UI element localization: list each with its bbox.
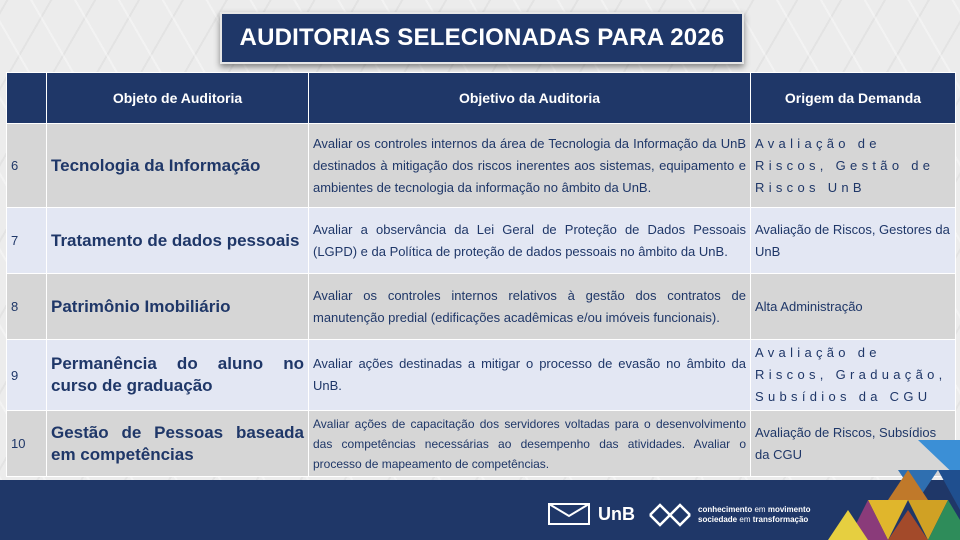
movement-tagline (698, 505, 811, 525)
header-origem: Origem da Demanda (751, 73, 956, 124)
table-header-row (7, 73, 956, 124)
tagline-word-movimento: movimento (767, 505, 811, 514)
row-objeto: Patrimônio Imobiliário (47, 274, 309, 340)
row-objetivo: Avaliar os controles internos relativos à gestão dos contratos de manutenção predial (edificações acadêmicas e/ou imóveis funcionais). (309, 274, 751, 340)
row-number: 8 (7, 274, 47, 340)
tagline-word-transformacao: transformação (752, 515, 809, 524)
table-row (7, 208, 956, 274)
audit-table (6, 72, 956, 477)
row-objeto: Tratamento de dados pessoais (47, 208, 309, 274)
row-objetivo: Avaliar os controles internos da área de Tecnologia da Informação da UnB destinados à mitigação dos riscos inerentes aos sistemas, equipamento e ambientes de tecnologia da informação no âmbito da UnB. (309, 124, 751, 208)
tagline-word-conhecimento: conhecimento (698, 505, 753, 514)
row-origem: Alta Administração (751, 274, 956, 340)
movement-wave-icon (648, 500, 692, 530)
unb-logo (548, 502, 635, 526)
row-objetivo: Avaliar a observância da Lei Geral de Proteção de Dados Pessoais (LGPD) e da Política de proteção de dados pessoais no âmbito da UnB. (309, 208, 751, 274)
row-number: 10 (7, 411, 47, 477)
table-row (7, 274, 956, 340)
movement-logo (648, 500, 811, 530)
row-origem-text: Avaliação de Riscos, Gestão de Riscos UnB (755, 135, 935, 195)
row-origem: Avaliação de Riscos, Gestores da UnB (751, 208, 956, 274)
row-origem: Avaliação de Riscos, Subsídios da CGU (751, 411, 956, 477)
unb-envelope-icon (548, 502, 590, 526)
tagline-em-1: em (754, 505, 766, 514)
row-objeto: Gestão de Pessoas baseada em competências (47, 411, 309, 477)
table-row (7, 124, 956, 208)
header-objeto: Objeto de Auditoria (47, 73, 309, 124)
decorative-triangles (808, 440, 960, 540)
row-origem: Avaliação de Riscos, Graduação, Subsídios da CGU (751, 340, 956, 411)
row-number: 7 (7, 208, 47, 274)
slide-title: AUDITORIAS SELECIONADAS PARA 2026 (220, 12, 744, 64)
row-number: 9 (7, 340, 47, 411)
row-objeto: Permanência do aluno no curso de graduação (47, 340, 309, 411)
table-row (7, 340, 956, 411)
row-objetivo: Avaliar ações de capacitação dos servidores voltadas para o desenvolvimento das competências necessárias ao desempenho das atividades. Avaliar o processo de mapeamento de competências. (309, 411, 751, 477)
tagline-word-sociedade: sociedade (698, 515, 738, 524)
row-objetivo: Avaliar ações destinadas a mitigar o processo de evasão no âmbito da UnB. (309, 340, 751, 411)
row-number: 6 (7, 124, 47, 208)
row-origem (751, 124, 956, 208)
header-objetivo: Objetivo da Auditoria (309, 73, 751, 124)
row-objeto: Tecnologia da Informação (47, 124, 309, 208)
header-number (7, 73, 47, 124)
unb-logo-text: UnB (598, 503, 635, 524)
tagline-em-2: em (739, 515, 751, 524)
